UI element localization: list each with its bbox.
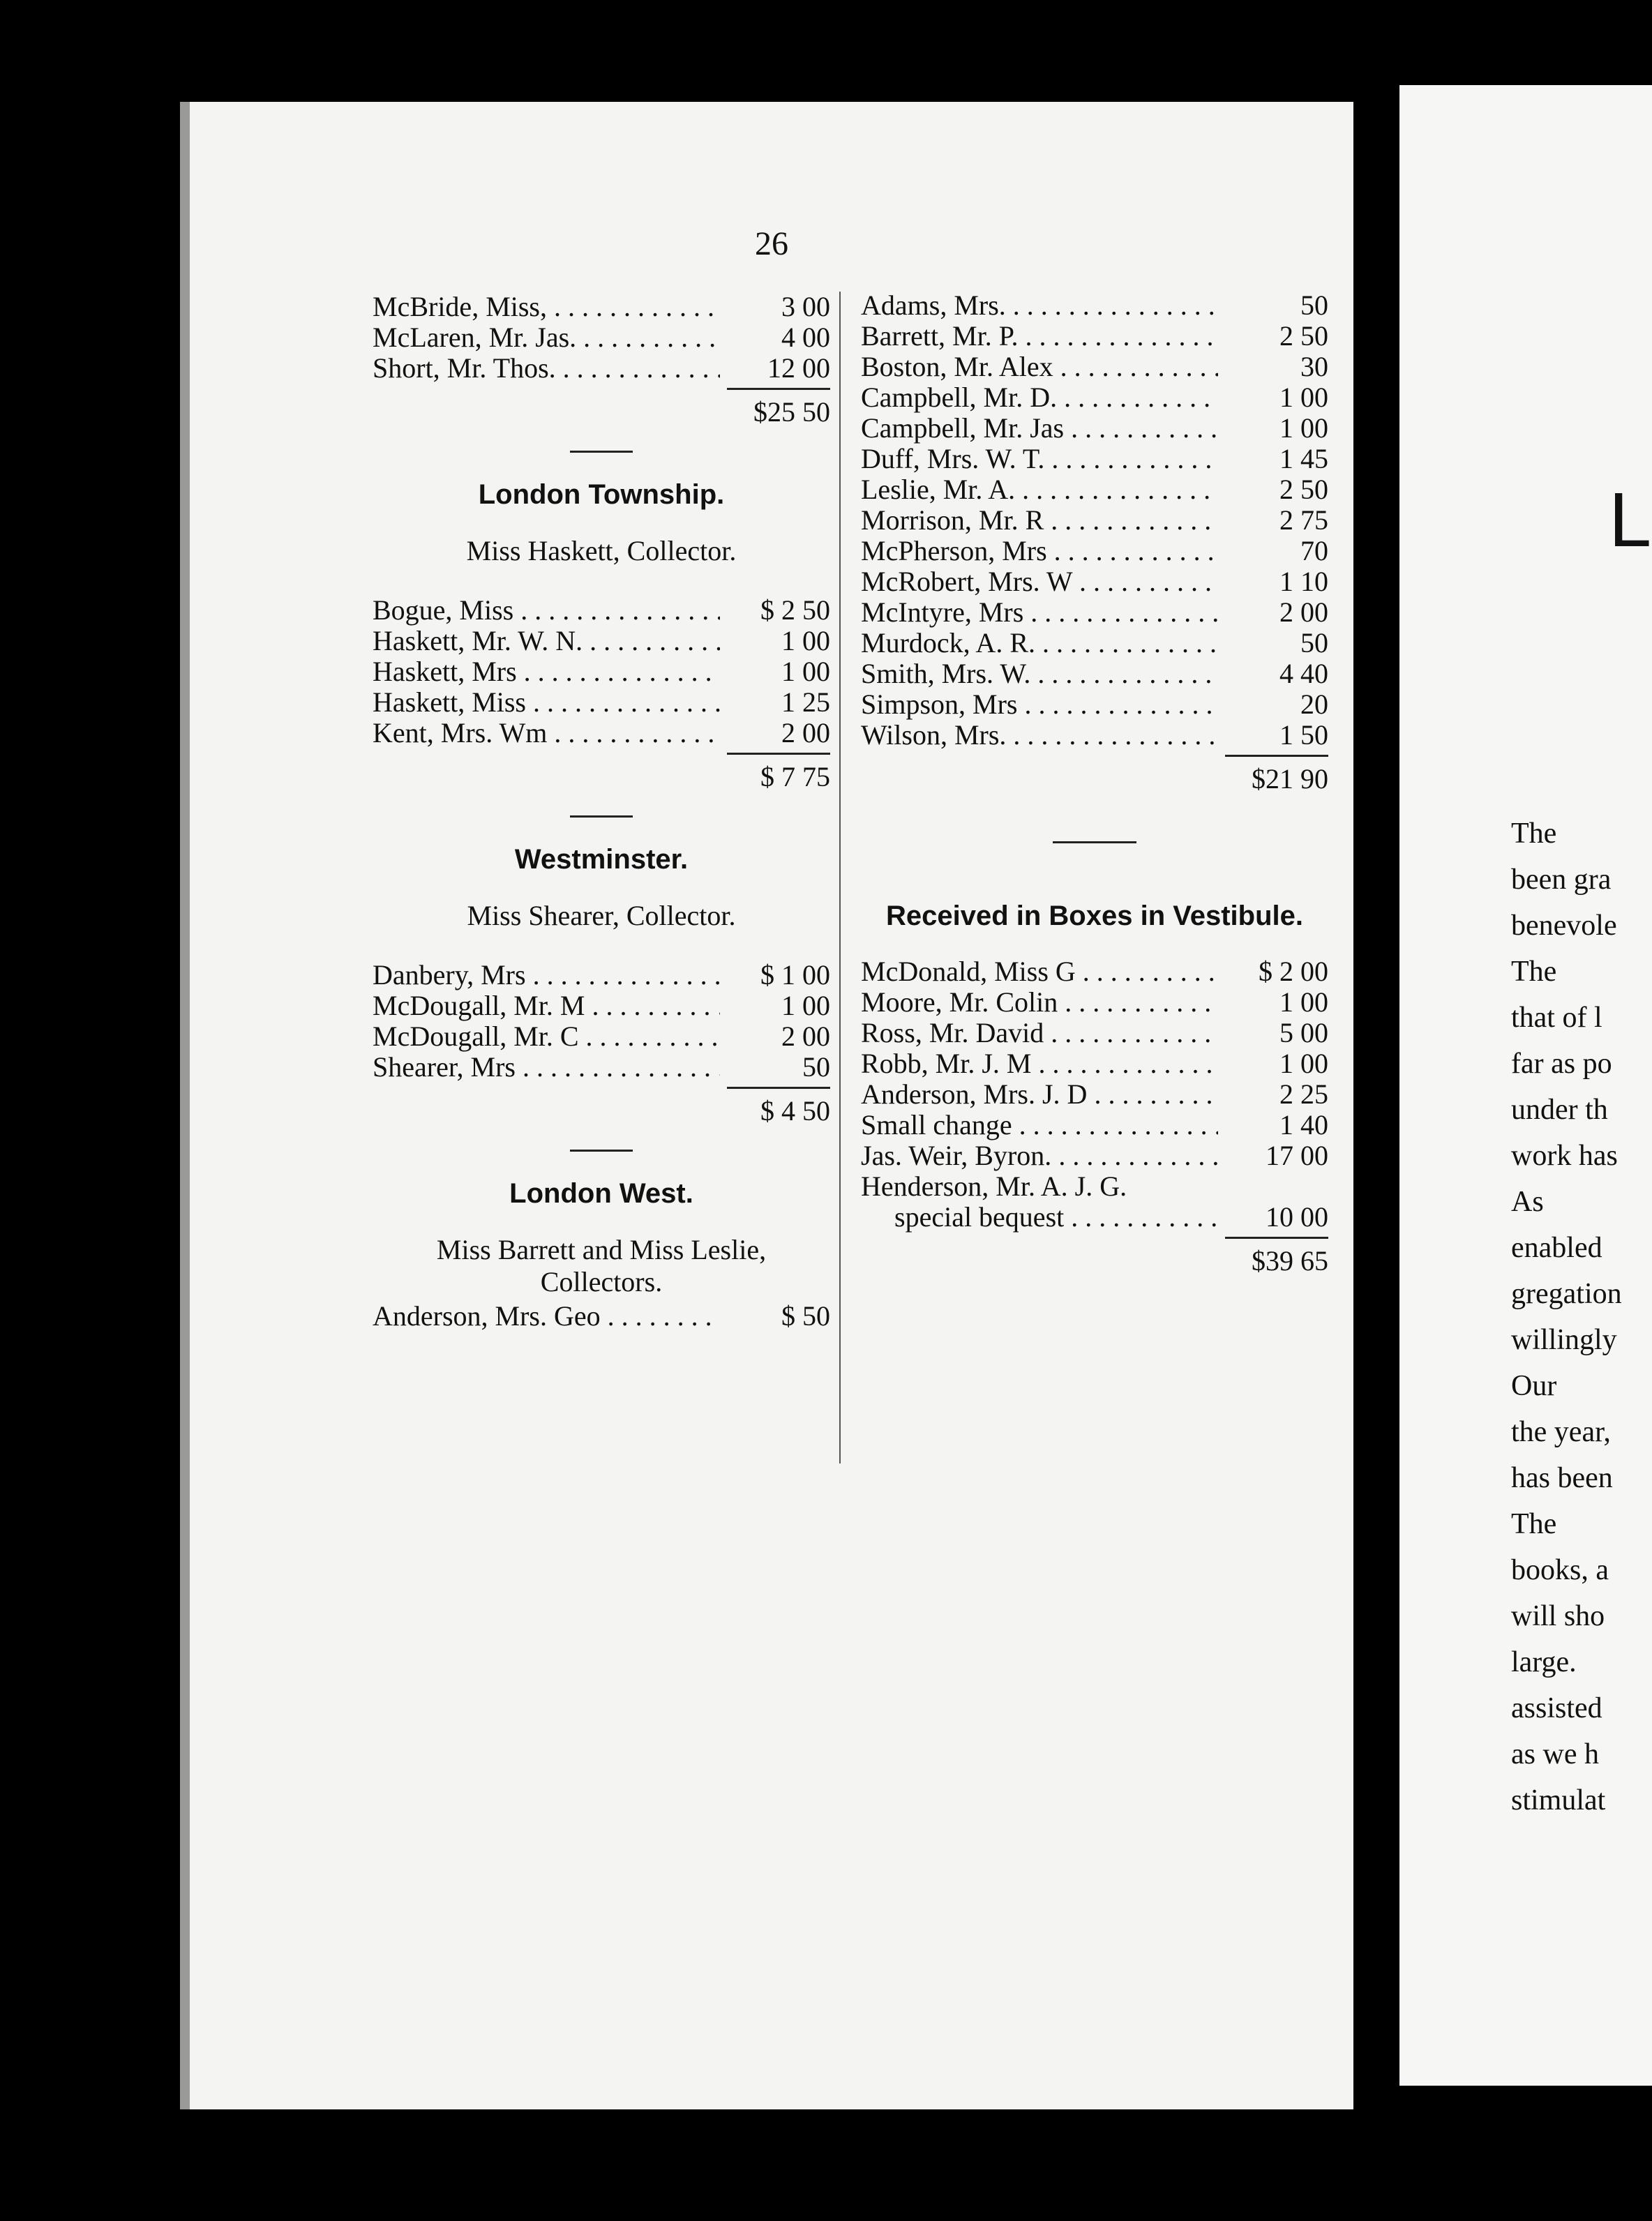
entry-name: Haskett, Mr. W. N. . . . xyxy=(373,626,720,656)
entry-name: Anderson, Mrs. Geo . . . xyxy=(373,1301,720,1332)
text-line: assisted xyxy=(1511,1692,1602,1724)
heading-fragment: L xyxy=(1609,477,1652,563)
list-item xyxy=(861,413,1328,444)
right-column xyxy=(861,289,1328,1277)
list-item xyxy=(861,1079,1328,1110)
text-line: work has xyxy=(1511,1140,1618,1172)
entry-amount: 2 00 xyxy=(781,1021,830,1052)
entry-amount: 1 00 xyxy=(1279,382,1328,413)
entry-name: special bequest . . . xyxy=(861,1202,1218,1233)
list-item xyxy=(861,1048,1328,1079)
collector-line: Miss Haskett, Collector. xyxy=(466,535,737,566)
subtotal-row xyxy=(373,753,830,792)
list-item xyxy=(373,1052,830,1083)
entry-name: Danbery, Mrs . . . xyxy=(373,960,720,991)
top-entries-list xyxy=(373,291,830,428)
list-item xyxy=(373,656,830,687)
subtotal-row xyxy=(373,1087,830,1127)
text-line: willingly xyxy=(1511,1324,1617,1356)
entry-name: Boston, Mr. Alex . . . xyxy=(861,352,1218,382)
entry-amount: 1 00 xyxy=(1279,986,1328,1018)
collector-line: Collectors. xyxy=(540,1266,663,1297)
list-item xyxy=(861,689,1328,720)
entry-amount: 1 25 xyxy=(781,686,830,718)
entry-name: Haskett, Mrs . . . xyxy=(373,656,720,687)
top-entries-list xyxy=(861,289,1328,795)
section-london-west xyxy=(373,1177,830,1332)
list-item xyxy=(373,1021,830,1052)
section-rule xyxy=(570,451,633,453)
entry-name: McLaren, Mr. Jas. . . . xyxy=(373,322,720,353)
entry-name: Campbell, Mr. D. . . . xyxy=(861,382,1218,413)
entry-name: Duff, Mrs. W. T. . . . xyxy=(861,444,1218,474)
entry-amount: 4 40 xyxy=(1279,658,1328,689)
list-item xyxy=(373,687,830,718)
section-title: London Township. xyxy=(478,479,725,510)
list-item xyxy=(861,1018,1328,1048)
entry-amount: 1 40 xyxy=(1279,1109,1328,1140)
list-item xyxy=(373,322,830,353)
text-line: far as po xyxy=(1511,1048,1612,1080)
collector-line: Miss Shearer, Collector. xyxy=(467,900,736,931)
section-rule xyxy=(570,1150,633,1152)
left-column xyxy=(373,292,830,1332)
entry-amount: 20 xyxy=(1300,688,1328,720)
entry-name: Adams, Mrs. . . . xyxy=(861,290,1218,321)
list-item xyxy=(373,292,830,322)
right-page xyxy=(1399,85,1652,2086)
subtotal-amount: $39 65 xyxy=(1225,1237,1328,1277)
entry-name: McBride, Miss, . . . xyxy=(373,292,720,322)
entry-amount: 2 75 xyxy=(1279,504,1328,536)
text-line: as we h xyxy=(1511,1738,1599,1770)
section-rule xyxy=(1053,841,1136,843)
list-item xyxy=(861,1171,1328,1202)
entry-amount: 50 xyxy=(802,1051,830,1083)
entry-amount: $ 2 50 xyxy=(760,594,830,626)
list-item xyxy=(861,628,1328,658)
entry-name: Kent, Mrs. Wm . . . xyxy=(373,718,720,748)
entry-amount: $ 2 00 xyxy=(1259,956,1328,987)
entry-amount: 2 00 xyxy=(781,717,830,748)
entry-amount: 5 00 xyxy=(1279,1017,1328,1048)
entry-name: Smith, Mrs. W. . . . xyxy=(861,658,1218,689)
list-item xyxy=(861,1202,1328,1233)
section-london-township xyxy=(373,478,830,792)
list-item xyxy=(861,321,1328,352)
entry-name: Jas. Weir, Byron. . . . xyxy=(861,1140,1218,1171)
page-number: 26 xyxy=(755,225,788,262)
entry-amount: 2 50 xyxy=(1279,320,1328,352)
entry-amount: 70 xyxy=(1300,535,1328,566)
subtotal-row xyxy=(373,388,830,428)
entry-amount: 3 00 xyxy=(781,291,830,322)
list-item xyxy=(861,382,1328,413)
collector-line: Miss Barrett and Miss Leslie, xyxy=(436,1234,767,1265)
entry-name: Bogue, Miss . . . xyxy=(373,595,720,626)
list-item xyxy=(373,718,830,748)
entry-amount: 12 00 xyxy=(767,352,830,384)
list-item xyxy=(861,566,1328,597)
section-boxes-vestibule xyxy=(861,899,1328,1277)
entry-amount: 1 00 xyxy=(1279,1048,1328,1079)
entry-name: Campbell, Mr. Jas . . . xyxy=(861,413,1218,444)
section-title: London West. xyxy=(509,1178,693,1209)
text-line: The xyxy=(1511,1508,1557,1540)
list-item xyxy=(373,595,830,626)
text-line: gregation xyxy=(1511,1278,1622,1310)
body-text-fragment xyxy=(1511,811,1622,1823)
entry-name: Anderson, Mrs. J. D . . . xyxy=(861,1079,1218,1110)
entry-amount: 4 00 xyxy=(781,322,830,353)
text-line: under th xyxy=(1511,1094,1608,1126)
entry-name: Small change . . . xyxy=(861,1110,1218,1140)
entry-amount: 17 00 xyxy=(1266,1140,1328,1171)
text-line: enabled xyxy=(1511,1232,1602,1264)
entry-name: Ross, Mr. David . . . xyxy=(861,1018,1218,1048)
entry-amount: $ 50 xyxy=(781,1300,830,1332)
entry-amount: 1 45 xyxy=(1279,443,1328,474)
list-item xyxy=(861,956,1328,987)
list-item xyxy=(861,444,1328,474)
entry-name: Robb, Mr. J. M . . . xyxy=(861,1048,1218,1079)
entry-amount: 1 50 xyxy=(1279,719,1328,751)
subtotal-amount: $ 7 75 xyxy=(727,753,830,792)
section-rule xyxy=(570,815,633,818)
text-line: Our xyxy=(1511,1370,1557,1402)
entry-amount: 30 xyxy=(1300,351,1328,382)
list-item xyxy=(861,290,1328,321)
subtotal-row xyxy=(861,755,1328,795)
entry-name: Wilson, Mrs. . . . xyxy=(861,720,1218,751)
text-line: has been xyxy=(1511,1462,1613,1494)
list-item xyxy=(861,987,1328,1018)
entry-amount: 2 50 xyxy=(1279,474,1328,505)
entry-amount: 10 00 xyxy=(1266,1201,1328,1233)
entry-amount: 1 00 xyxy=(1279,412,1328,444)
text-line: that of l xyxy=(1511,1002,1602,1034)
entry-amount: 1 10 xyxy=(1279,566,1328,597)
text-line: The xyxy=(1511,956,1557,988)
subtotal-amount: $21 90 xyxy=(1225,755,1328,795)
list-item xyxy=(861,1110,1328,1140)
list-item xyxy=(373,626,830,656)
section-title: Received in Boxes in Vestibule. xyxy=(885,901,1303,931)
list-item xyxy=(373,960,830,991)
entry-amount: 2 00 xyxy=(1279,596,1328,628)
list-item xyxy=(373,991,830,1021)
text-line: stimulat xyxy=(1511,1784,1606,1816)
entry-name: McDougall, Mr. C . . . xyxy=(373,1021,720,1052)
text-line: The xyxy=(1511,818,1557,850)
list-item xyxy=(861,597,1328,628)
list-item xyxy=(861,352,1328,382)
text-line: will sho xyxy=(1511,1600,1605,1632)
entry-amount: 2 25 xyxy=(1279,1078,1328,1110)
list-item xyxy=(861,1140,1328,1171)
list-item xyxy=(861,505,1328,536)
entry-name: Moore, Mr. Colin . . . xyxy=(861,987,1218,1018)
entry-amount: 50 xyxy=(1300,627,1328,658)
entry-amount: 1 00 xyxy=(781,656,830,687)
list-item xyxy=(861,474,1328,505)
entry-name: Henderson, Mr. A. J. G. xyxy=(861,1171,1127,1202)
section-title: Westminster. xyxy=(514,844,689,875)
text-line: books, a xyxy=(1511,1554,1609,1586)
text-line: benevole xyxy=(1511,910,1617,942)
entry-name: Murdock, A. R. . . . xyxy=(861,628,1218,658)
entry-name: Barrett, Mr. P. . . . xyxy=(861,321,1218,352)
entry-name: Shearer, Mrs . . . xyxy=(373,1052,720,1083)
entry-name: Haskett, Miss . . . xyxy=(373,687,720,718)
column-divider xyxy=(839,292,841,1463)
list-item xyxy=(861,536,1328,566)
entry-name: McDougall, Mr. M . . . xyxy=(373,991,720,1021)
list-item xyxy=(373,353,830,384)
subtotal-amount: $ 4 50 xyxy=(727,1087,830,1127)
entry-name: McPherson, Mrs . . . xyxy=(861,536,1218,566)
list-item xyxy=(373,1301,830,1332)
entry-name: Leslie, Mr. A. . . . xyxy=(861,474,1218,505)
entry-name: McDonald, Miss G . . . xyxy=(861,956,1218,987)
subtotal-row xyxy=(861,1237,1328,1277)
entry-amount: 1 00 xyxy=(781,625,830,656)
entry-name: McIntyre, Mrs . . . xyxy=(861,597,1218,628)
entry-amount: 1 00 xyxy=(781,990,830,1021)
text-line: large. xyxy=(1511,1646,1577,1678)
section-westminster xyxy=(373,843,830,1127)
entry-name: McRobert, Mrs. W . . . xyxy=(861,566,1218,597)
entry-amount: $ 1 00 xyxy=(760,959,830,991)
entry-name: Morrison, Mr. R . . . xyxy=(861,505,1218,536)
subtotal-amount: $25 50 xyxy=(727,388,830,428)
list-item xyxy=(861,658,1328,689)
text-line: As xyxy=(1511,1186,1544,1218)
list-item xyxy=(861,720,1328,751)
entry-name: Short, Mr. Thos. . . . xyxy=(373,353,720,384)
text-line: the year, xyxy=(1511,1416,1611,1448)
entry-amount: 50 xyxy=(1300,289,1328,321)
text-line: been gra xyxy=(1511,864,1612,896)
entry-name: Simpson, Mrs . . . xyxy=(861,689,1218,720)
left-page xyxy=(180,102,1353,2109)
